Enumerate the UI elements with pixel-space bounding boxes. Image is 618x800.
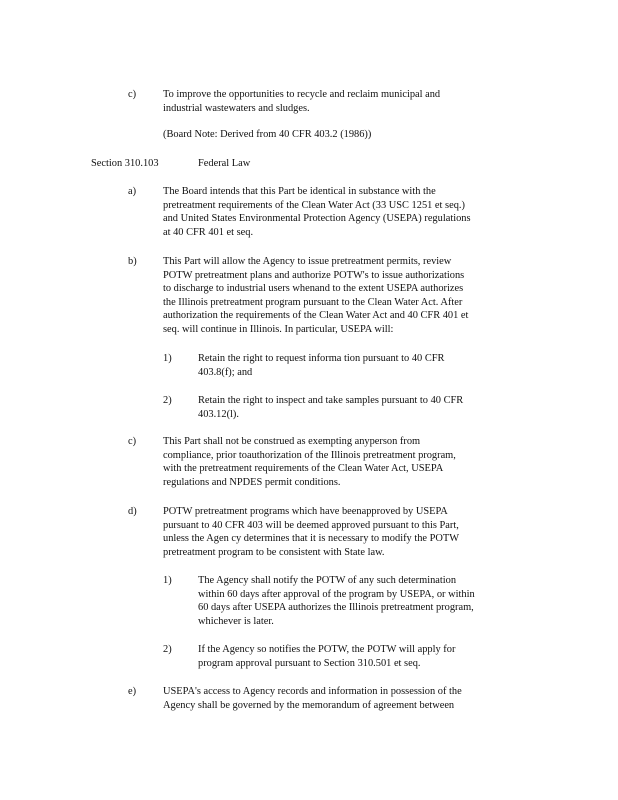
item-b-sub1-text: Retain the right to request informa tion pursuant to 40 CFR 403.8(f); and [198, 353, 445, 378]
item-a-text: The Board intends that this Part be identical in substance with the pretreatment requirements of the Clean Water Act (33 USC 1251 et seq.) and United States Environmental Protection Agency (USEPA) regulations at 40 CFR 401 et seq. [163, 186, 471, 238]
item-c-text: This Part shall not be construed as exempting anyperson from compliance, prior toauthorization of the Illinois pretreatment program, with the pretreatment requirements of the Clean Water Act, USEPA regulations and NPDES permit conditions. [163, 436, 456, 488]
item-d-sub1-label: 1) [163, 575, 172, 586]
item-a-label: a) [128, 186, 137, 197]
item-c-label: c) [128, 436, 137, 447]
item-c-top-text: To improve the opportunities to recycle and reclaim municipal and industrial wastewaters and sludges. [163, 89, 441, 114]
item-b-sub1-label: 1) [163, 353, 172, 364]
item-b-label: b) [128, 256, 137, 267]
item-d-sub2-label: 2) [163, 644, 172, 655]
board-note: (Board Note: Derived from 40 CFR 403.2 (1986)) [163, 129, 372, 140]
item-e-label: e) [128, 686, 137, 697]
item-b-text: This Part will allow the Agency to issue pretreatment permits, review POTW pretreatment plans and authorize POTW's to issue authorizations to discharge to industrial users whenand to the extent USEPA authorizes the Illinois pretreatment program pursuant to the Clean Water Act. After authorization the requirements of the Clean Water Act and 40 CFR 401 et seq. will continue in Illinois. In particular, USEPA will: [163, 256, 469, 335]
item-d-text: POTW pretreatment programs which have beenapproved by USEPA pursuant to 40 CFR 403 will be deemed approved pursuant to this Part, unless the Agen cy determines that it is necessary to modify the POTW pretreatment program to be consistent with State law. [163, 506, 460, 558]
item-b-sub2-text: Retain the right to inspect and take samples pursuant to 40 CFR 403.12(l). [198, 395, 464, 420]
section-title: Federal Law [198, 158, 251, 169]
item-d-label: d) [128, 506, 137, 517]
item-b-sub2-label: 2) [163, 395, 172, 406]
item-c-top-label: c) [128, 89, 137, 100]
item-d-sub1-text: The Agency shall notify the POTW of any such determination within 60 days after approval of the program by USEPA, or within 60 days after USEPA authorizes the Illinois pretreatment program, whichever is later. [198, 575, 475, 627]
item-e-text: USEPA's access to Agency records and information in possession of the Agency shall be governed by the memorandum of agreement between [163, 686, 462, 711]
section-number: Section 310.103 [91, 158, 159, 169]
item-d-sub2-text: If the Agency so notifies the POTW, the POTW will apply for program approval pursuant to Section 310.501 et seq. [198, 644, 456, 669]
